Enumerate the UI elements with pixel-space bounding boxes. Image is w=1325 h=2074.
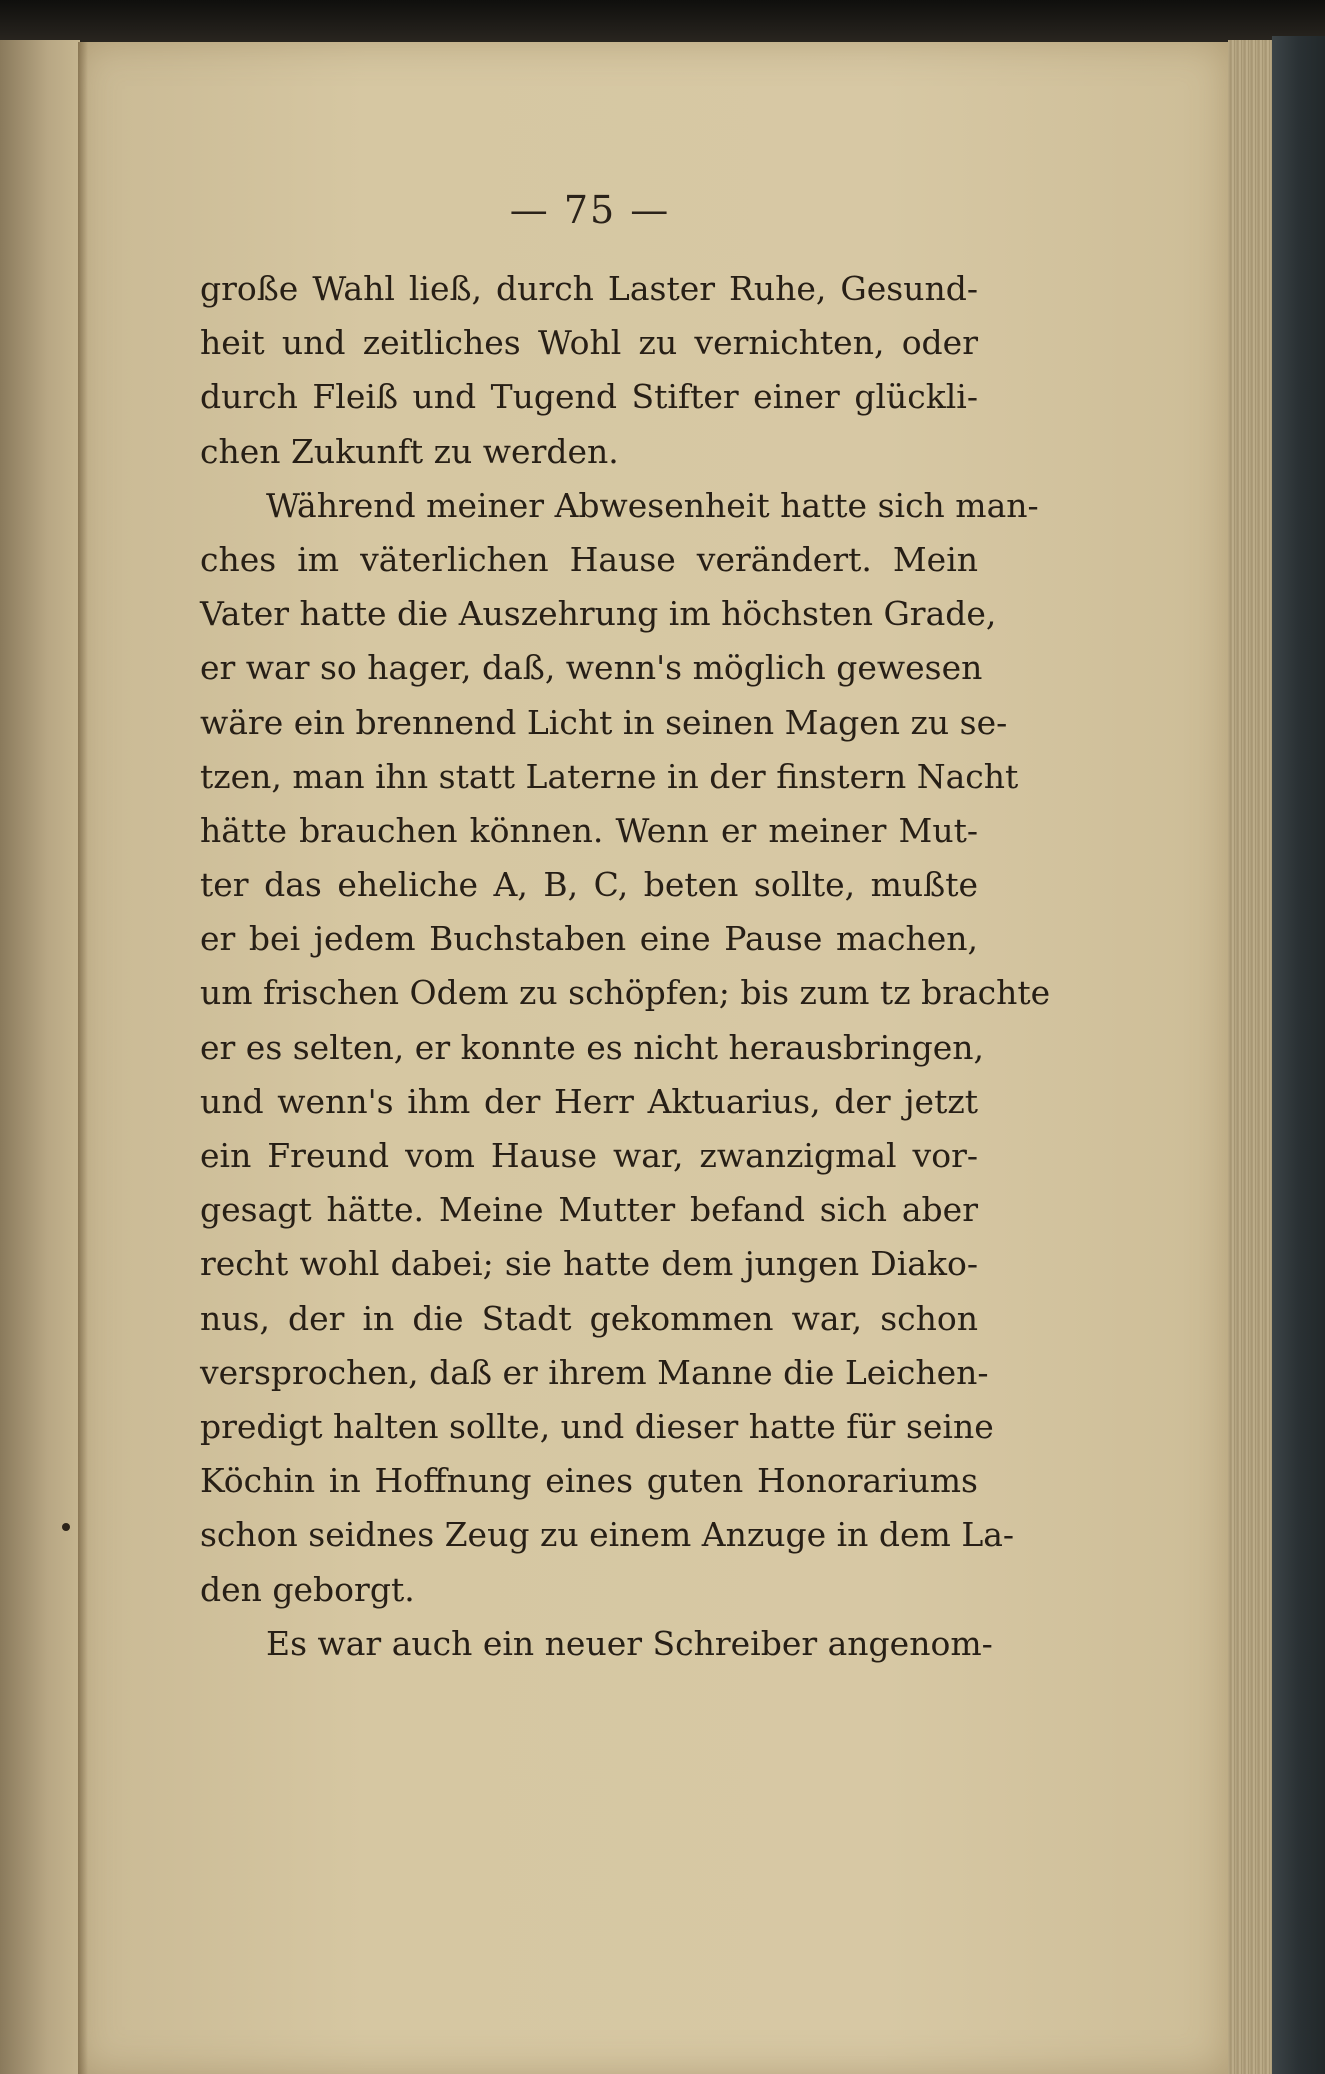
text-line: große Wahl ließ, durch Laster Ruhe, Gesund- xyxy=(200,269,978,308)
text-line: predigt halten sollte, und dieser hatte für seine xyxy=(200,1406,994,1446)
text-line: nus, der in die Stadt gekommen war, schon xyxy=(200,1298,978,1338)
text-line: Es war auch ein neuer Schreiber angenom- xyxy=(266,1623,993,1663)
scanner-background xyxy=(0,0,1325,44)
text-line: schon seidnes Zeug zu einem Anzuge in dem La- xyxy=(200,1515,1015,1555)
text-line: er bei jedem Buchstaben eine Pause machen, xyxy=(200,919,978,959)
text-line: recht wohl dabei; sie hatte dem jungen Diako- xyxy=(200,1244,978,1284)
text-line: wäre ein brennend Licht in seinen Magen zu se- xyxy=(200,702,1008,742)
text-line: er es selten, er konnte es nicht herausbringen, xyxy=(200,1027,985,1067)
facing-page-edge xyxy=(0,40,80,2074)
text-line: durch Fleiß und Tugend Stifter einer glückli- xyxy=(200,377,978,417)
text-line: und wenn's ihm der Herr Aktuarius, der jetzt xyxy=(200,1081,978,1121)
text-line: er war so hager, daß, wenn's möglich gewesen xyxy=(200,648,983,688)
text-line: ches im väterlichen Hause verändert. Mein xyxy=(200,539,978,579)
text-line: Vater hatte die Auszehrung im höchsten Grade, xyxy=(200,594,997,634)
text-line: Während meiner Abwesenheit hatte sich man- xyxy=(266,485,1039,525)
text-line: tzen, man ihn statt Laterne in der finstern Nacht xyxy=(200,756,1019,796)
page-number-header: — 75 — xyxy=(509,188,671,232)
page-gutter-shadow xyxy=(78,42,88,2074)
text-line: gesagt hätte. Meine Mutter befand sich aber xyxy=(200,1190,978,1230)
body-text xyxy=(200,262,1051,1671)
text-line: ein Freund vom Hause war, zwanzigmal vor- xyxy=(200,1136,978,1175)
book-cover-edge xyxy=(1272,36,1325,2074)
text-line: heit und zeitliches Wohl zu vernichten, oder xyxy=(200,323,978,363)
text-line: den geborgt. xyxy=(200,1569,415,1609)
margin-mark xyxy=(62,1523,70,1531)
text-line: Köchin in Hoffnung eines guten Honorariums xyxy=(200,1461,978,1501)
text-line: um frischen Odem zu schöpfen; bis zum tz brachte xyxy=(200,973,1051,1013)
text-line: ter das eheliche A, B, C, beten sollte, mußte xyxy=(200,865,978,905)
page-stack-edges xyxy=(1228,40,1274,2074)
text-line: hätte brauchen können. Wenn er meiner Mut- xyxy=(200,810,978,850)
text-line: versprochen, daß er ihrem Manne die Leichen- xyxy=(200,1352,989,1392)
text-line: chen Zukunft zu werden. xyxy=(200,431,619,471)
